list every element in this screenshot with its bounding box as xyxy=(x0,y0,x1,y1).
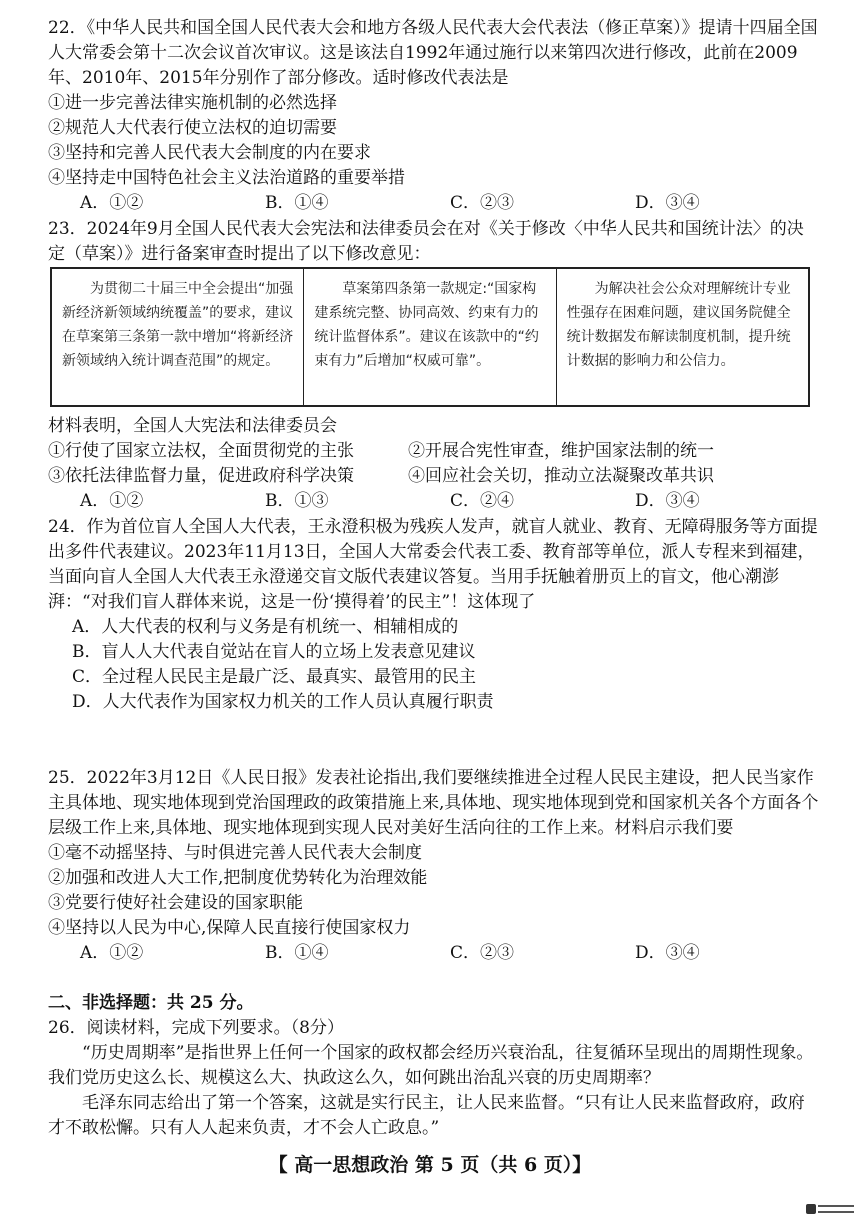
question-23-item: ④回应社会关切，推动立法凝聚改革共识 xyxy=(408,466,714,486)
scanner-watermark xyxy=(806,1201,854,1217)
question-23-item: ③依托法律监督力量，促进政府科学决策 xyxy=(48,466,354,486)
question-24-stem: 24．作为首位盲人全国人大代表，王永澄积极为残疾人发声，就盲人就业、教育、无障碍服务等方面提出多件代表建议。2023年11月13日，全国人大常委会代表工委、教育部等单位，派人专程来到福建，当面向盲人全国人大代表王永澄递交盲文版代表建议答复。当用手抚触着册页上的盲文，他心潮澎湃：“对我们盲人群体来说，这是一份‘摸得着’的民主”！这体现了 xyxy=(48,517,818,612)
option-c: C．②④ xyxy=(450,491,515,511)
option-a: A．①② xyxy=(80,491,144,511)
option-c: C．②③ xyxy=(450,193,515,213)
page-footer: 【 高一思想政治 第 5 页（共 6 页）】 xyxy=(268,1154,592,1176)
question-26-stem: 26．阅读材料，完成下列要求。（8分） xyxy=(48,1018,344,1038)
question-23-items-row-2 xyxy=(48,464,820,489)
question-22-options xyxy=(48,191,820,216)
question-25-item: ④坚持以人民为中心,保障人民直接行使国家权力 xyxy=(48,918,411,938)
question-26-paragraph-1: “历史周期率”是指世界上任何一个国家的政权都会经历兴衰治乱，往复循环呈现出的周期性现象。我们党历史这么长、规模这么大、执政这么久，如何跳出治乱兴衰的历史周期率？ xyxy=(48,1043,814,1088)
question-25 xyxy=(48,766,820,966)
question-24-option-d: D．人大代表作为国家权力机关的工作人员认真履行职责 xyxy=(72,692,494,712)
question-24-option-c: C．全过程人民民主是最广泛、最真实、最管用的民主 xyxy=(72,667,477,687)
question-25-stem: 25．2022年3月12日《人民日报》发表社论指出,我们要继续推进全过程人民民主建设，把人民当家作主具体地、现实地体现到党治国理政的政策措施上来,具体地、现实地体现到党和国家机关各个方面各个层级工作上来,具体地、现实地体现到实现人民对美好生活向往的工作上来。材料启示我们要 xyxy=(48,768,819,838)
option-d: D．③④ xyxy=(635,491,700,511)
question-23-stem: 23．2024年9月全国人民代表大会宪法和法律委员会在对《关于修改〈中华人民共和国统计法〉的决定（草案）》进行备案审查时提出了以下修改意见： xyxy=(48,219,804,264)
question-23 xyxy=(48,217,820,267)
option-d: D．③④ xyxy=(635,943,700,963)
option-a: A．①② xyxy=(80,193,144,213)
question-22-item: ④坚持走中国特色社会主义法治道路的重要举措 xyxy=(48,168,405,188)
question-22-item: ②规范人大代表行使立法权的迫切需要 xyxy=(48,118,337,138)
question-22-stem: 22．《中华人民共和国全国人民代表大会和地方各级人民代表大会代表法（修正草案）》提请十四届全国人大常委会第十二次会议首次审议。这是该法自1992年通过施行以来第四次进行修改，此前在2009年、2010年、2015年分别作了部分修改。适时修改代表法是 xyxy=(48,18,818,88)
question-23-options xyxy=(48,489,820,514)
question-24-option-b: B．盲人人大代表自觉站在盲人的立场上发表意见建议 xyxy=(72,642,476,662)
question-25-item: ③党要行使好社会建设的国家职能 xyxy=(48,893,303,913)
option-b: B．①④ xyxy=(265,943,329,963)
material-cell-2: 草案第四条第一款规定:“国家构建系统完整、协同高效、约束有力的统计监督体系”。建议在该款中的“约束有力”后增加“权威可靠”。 xyxy=(303,269,555,405)
material-cell-1: 为贯彻二十届三中全会提出“加强新经济新领域纳统覆盖”的要求，建议在草案第三条第一款中增加“将新经济新领域纳入统计调查范围”的规定。 xyxy=(62,281,294,369)
scanner-logo-icon xyxy=(806,1204,816,1214)
section-2-heading: 二、非选择题：共 25 分。 xyxy=(48,993,254,1013)
question-23-items-row-1 xyxy=(48,439,820,464)
question-25-item: ②加强和改进人大工作,把制度优势转化为治理效能 xyxy=(48,868,428,888)
question-23-item: ②开展合宪性审查，维护国家法制的统一 xyxy=(408,441,714,461)
question-23-body xyxy=(48,414,820,514)
section-2 xyxy=(48,991,820,1141)
option-a: A．①② xyxy=(80,943,144,963)
question-26-paragraph-2: 毛泽东同志给出了第一个答案，这就是实行民主，让人民来监督。“只有让人民来监督政府，政府才不敢松懈。只有人人起来负责，才不会人亡政息。” xyxy=(48,1093,805,1138)
question-23-lead: 材料表明，全国人大宪法和法律委员会 xyxy=(48,416,337,436)
option-d: D．③④ xyxy=(635,193,700,213)
option-b: B．①③ xyxy=(265,491,329,511)
question-22 xyxy=(48,16,820,216)
option-b: B．①④ xyxy=(265,193,329,213)
question-23-item: ①行使了国家立法权，全面贯彻党的主张 xyxy=(48,441,354,461)
question-22-item: ③坚持和完善人民代表大会制度的内在要求 xyxy=(48,143,371,163)
option-c: C．②③ xyxy=(450,943,515,963)
material-table xyxy=(50,267,810,407)
question-24-option-a: A．人大代表的权利与义务是有机统一、相辅相成的 xyxy=(72,617,459,637)
question-22-item: ①进一步完善法律实施机制的必然选择 xyxy=(48,93,337,113)
question-24 xyxy=(48,515,820,715)
material-cell-3: 为解决社会公众对理解统计专业性强存在困难问题，建议国务院健全统计数据发布解读制度机制，提升统计数据的影响力和公信力。 xyxy=(556,269,808,405)
watermark-lines xyxy=(818,1205,854,1213)
question-25-options xyxy=(48,941,820,966)
question-25-item: ①毫不动摇坚持、与时俱进完善人民代表大会制度 xyxy=(48,843,422,863)
